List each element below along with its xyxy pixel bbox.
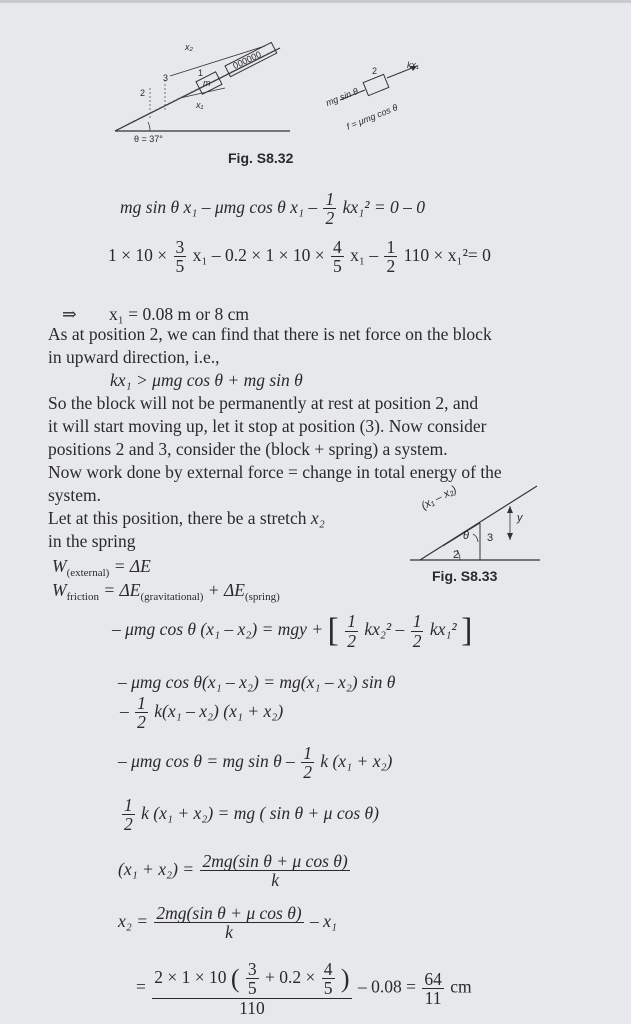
- fig2-label-3: 3: [487, 532, 494, 544]
- eq10-n: 1: [303, 743, 312, 763]
- eq14-num-b: + 0.2 ×: [265, 966, 316, 987]
- eq14-n3: 64: [424, 968, 442, 989]
- eq2-num1: 3: [175, 237, 185, 257]
- eq9-b: k(x₁ – x₂) (x₁ + x₂): [154, 700, 284, 721]
- eq2-num3: 1: [386, 237, 396, 257]
- eq10-d: 2: [303, 762, 312, 783]
- eq14-d2: 5: [323, 978, 333, 999]
- eq9-d: 2: [137, 712, 146, 733]
- eq6-w: W: [52, 580, 67, 600]
- eq1-fraction: [323, 190, 336, 228]
- eq7-frac2: [411, 612, 424, 650]
- equation-10: [118, 744, 392, 782]
- para1-line1: As at position 2, we can find that there is net force on the block: [48, 324, 492, 344]
- equation-1: [120, 190, 425, 228]
- eq6-sub1: friction: [66, 591, 99, 603]
- eq14-num-a: 2 × 1 × 10: [154, 966, 227, 987]
- eq10-b: k (x₁ + x₂): [320, 750, 393, 771]
- fig1-label-1: 1: [198, 68, 204, 78]
- eq12-d: k: [271, 870, 279, 891]
- eq7-c: kx₁²: [429, 619, 457, 640]
- eq13-b: – x₁: [310, 910, 337, 931]
- equation-2: [108, 238, 491, 276]
- fig1-label-x2: x₂: [185, 42, 193, 52]
- eq14-n1: 3: [247, 959, 257, 979]
- eq2-fraction-3: [384, 238, 397, 276]
- eq14-big-frac: [152, 960, 351, 1017]
- eq2-fraction-2: [331, 238, 344, 276]
- eq2-fraction-1: [174, 238, 187, 276]
- eq2-part-b: x₁ – 0.2 × 1 × 10 ×: [192, 244, 325, 265]
- eq2-den1: 5: [175, 256, 185, 277]
- equation-14: [136, 960, 472, 1017]
- eq10-frac: [301, 744, 314, 782]
- eq2-part-a: 1 × 10 ×: [108, 244, 168, 265]
- eq1-den: 2: [325, 208, 335, 229]
- eq12-n: 2mg(sin θ + μ cos θ): [202, 851, 348, 871]
- fbd-label-mg-sin: mg sin θ: [324, 86, 360, 108]
- eq13-frac: [154, 904, 303, 942]
- equation-5: [52, 556, 151, 579]
- eq14-unit: cm: [450, 976, 472, 997]
- eq6-sub2: (gravitational): [140, 591, 204, 603]
- eq14-b: – 0.08 =: [357, 976, 416, 997]
- eq13-d: k: [225, 922, 233, 943]
- eq3-result: x₁ = 0.08 m or 8 cm: [109, 304, 249, 324]
- equation-6: [52, 580, 280, 603]
- fbd-label-friction: f = μmg cos θ: [345, 102, 399, 132]
- eq2-num2: 4: [332, 237, 342, 257]
- page-top-edge: [0, 0, 631, 3]
- fig2-label-2: 2: [453, 549, 460, 561]
- equation-11: [120, 796, 379, 834]
- eq14-inner-frac1: [246, 960, 259, 998]
- eq14-eq: =: [136, 976, 146, 997]
- fig1-angle-label: θ = 37°: [134, 134, 163, 144]
- para2-line6-x2: x₂: [310, 508, 325, 528]
- eq1-lhs: mg sin θ x₁ – μmg cos θ x₁ –: [120, 196, 318, 217]
- eq7-bracket-close: ]: [461, 612, 473, 649]
- eq7-frac1: [345, 612, 358, 650]
- eq1-rhs: kx₁² = 0 – 0: [342, 196, 426, 217]
- equation-7: [112, 612, 472, 650]
- para2-line2: it will start moving up, let it stop at position (3). Now consider: [48, 416, 487, 436]
- eq14-d1: 5: [247, 978, 257, 999]
- eq6-p: + ΔE: [207, 580, 245, 600]
- para1-line2: in upward direction, i.e.,: [48, 347, 220, 367]
- equation-9: [120, 694, 283, 732]
- eq12-frac: [200, 852, 349, 890]
- incline-spring-diagram: [110, 38, 295, 148]
- eq5-sub: (external): [66, 567, 110, 579]
- eq9-frac: [135, 694, 148, 732]
- fig2-label-y: y: [517, 512, 523, 524]
- fig2-label-theta: θ: [463, 530, 469, 542]
- eq14-paren-open: (: [230, 964, 240, 994]
- implies-arrow: ⇒: [62, 304, 77, 324]
- eq7-n1: 1: [347, 611, 356, 632]
- fig1-spring-label: 000000: [231, 49, 263, 71]
- eq14-numerator: [152, 960, 351, 999]
- figure-caption-s8-32: Fig. S8.32: [228, 150, 294, 166]
- equation-3: [62, 304, 249, 325]
- para2-line7: in the spring: [48, 531, 136, 551]
- eq1-num: 1: [325, 189, 335, 209]
- para2-line1: So the block will not be permanently at rest at position 2, and: [48, 393, 479, 413]
- eq5-rest: = ΔE: [113, 556, 151, 576]
- eq11-b: k (x₁ + x₂) = mg ( sin θ + μ cos θ): [141, 802, 379, 823]
- eq14-inner-frac2: [322, 960, 335, 998]
- equation-8: – μmg cos θ(x₁ – x₂) = mg(x₁ – x₂) sin θ: [118, 672, 396, 692]
- equation-4: kx₁ > μmg cos θ + mg sin θ: [110, 370, 303, 390]
- para2-line4: Now work done by external force = change in total energy of the: [48, 462, 502, 482]
- eq13-a: x₂ =: [118, 910, 149, 931]
- eq7-n2: 1: [412, 611, 422, 632]
- para2-line6: [48, 508, 325, 529]
- eq14-paren-close: ): [340, 964, 350, 994]
- fig1-label-x1: x₁: [196, 100, 204, 110]
- eq9-n: 1: [137, 693, 146, 713]
- eq14-denominator: 110: [239, 997, 265, 1018]
- eq5-w: W: [52, 556, 67, 576]
- eq10-a: – μmg cos θ = mg sin θ –: [118, 750, 295, 771]
- fig2-label-x1-x2: (x₁ – x₂): [419, 483, 459, 513]
- eq7-d1: 2: [347, 630, 356, 651]
- fig1-block-label: m: [203, 78, 211, 88]
- displacement-triangle-diagram: [405, 478, 545, 568]
- para2-line3: positions 2 and 3, consider the (block + spring) a system.: [48, 439, 448, 459]
- eq11-frac: [122, 796, 135, 834]
- eq7-d2: 2: [412, 630, 422, 651]
- eq11-n: 1: [124, 795, 133, 815]
- fbd-label-kx1: kx₁: [407, 60, 419, 70]
- figure-caption-s8-33: Fig. S8.33: [432, 568, 498, 584]
- fig1-label-2: 2: [140, 88, 146, 98]
- eq14-result-frac: [422, 970, 444, 1008]
- equation-13: [118, 904, 337, 942]
- para2-line6-text: Let at this position, there be a stretch: [48, 508, 307, 528]
- eq9-minus: –: [120, 700, 129, 721]
- eq7-lhs: – μmg cos θ (x₁ – x₂) = mgy +: [112, 619, 324, 640]
- eq14-d3: 11: [424, 988, 442, 1009]
- eq14-n2: 4: [323, 959, 333, 979]
- equation-12: [118, 852, 352, 890]
- para2-line5: system.: [48, 485, 101, 505]
- fig1-label-3: 3: [163, 73, 169, 83]
- eq13-n: 2mg(sin θ + μ cos θ): [156, 903, 302, 923]
- eq2-part-e: 110 × x₁²= 0: [403, 244, 491, 265]
- fbd-label-2: 2: [372, 66, 378, 76]
- eq12-a: (x₁ + x₂) =: [118, 858, 195, 879]
- eq7-bracket-open: [: [327, 612, 339, 649]
- eq6-m: = ΔE: [103, 580, 141, 600]
- eq11-d: 2: [124, 814, 133, 835]
- eq7-b: kx₂² –: [364, 619, 405, 640]
- eq2-part-c: x₁ –: [350, 244, 379, 265]
- eq2-den2: 5: [332, 256, 342, 277]
- eq2-den3: 2: [386, 256, 396, 277]
- eq6-sub3: (spring): [244, 591, 280, 603]
